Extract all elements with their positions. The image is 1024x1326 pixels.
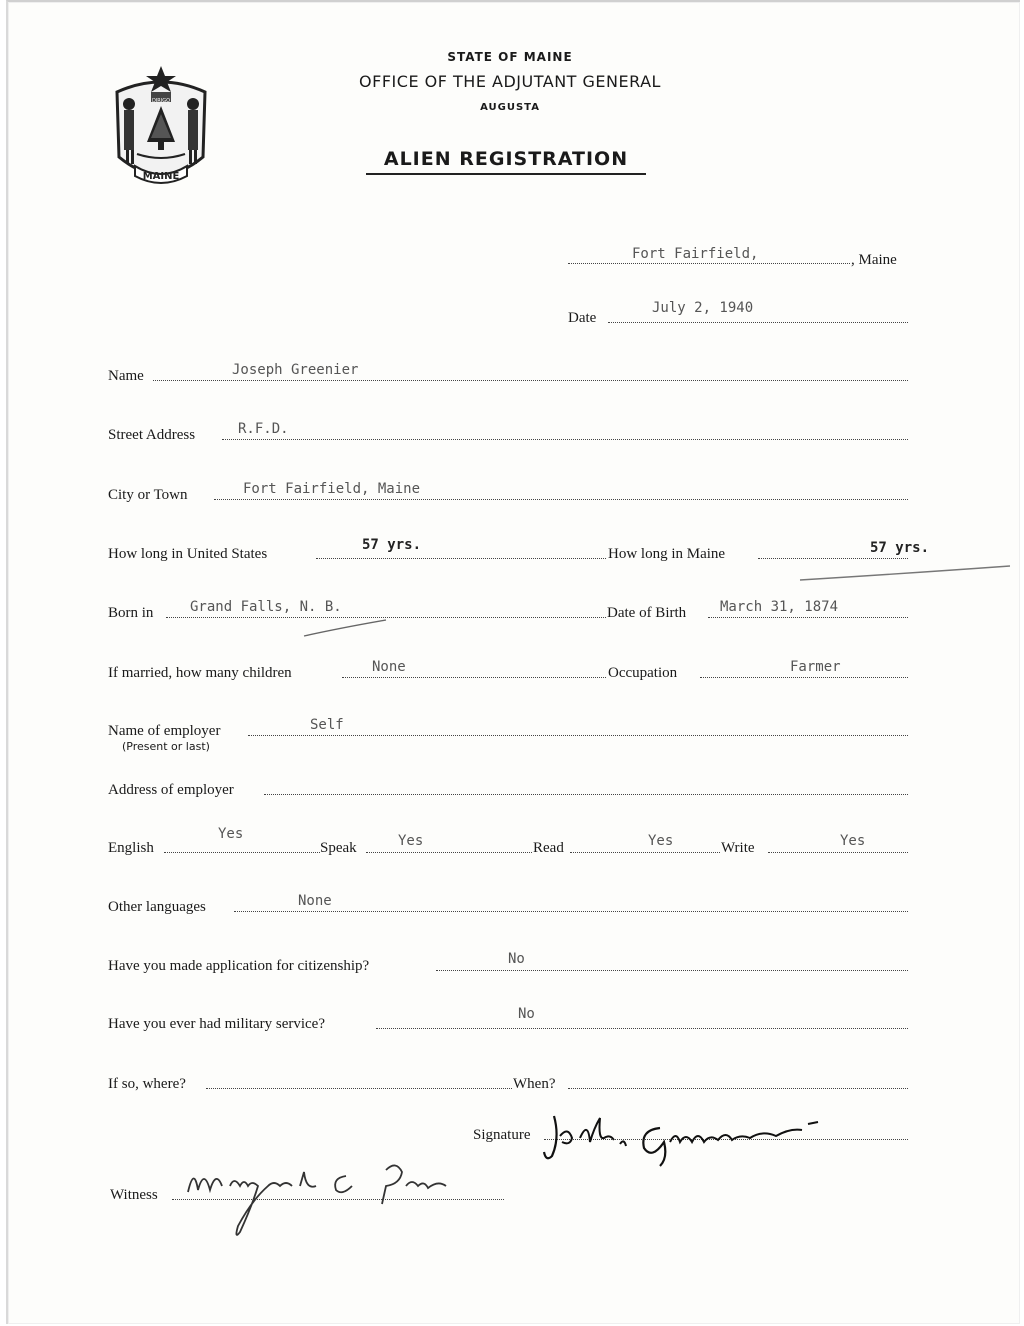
- how-long-us-line: [316, 558, 606, 559]
- occupation-line: [700, 677, 908, 678]
- city-value: Fort Fairfield, Maine: [243, 481, 421, 497]
- write-value: Yes: [840, 833, 866, 849]
- read-value: Yes: [648, 833, 674, 849]
- speak-value: Yes: [398, 833, 424, 849]
- dob-label: Date of Birth: [607, 605, 687, 621]
- citizenship-line: [436, 970, 908, 971]
- english-label: English: [108, 840, 154, 856]
- employer-sublabel: (Present or last): [122, 740, 210, 753]
- registration-form-page: [6, 0, 1020, 1324]
- name-label: Name: [108, 368, 144, 384]
- form-title: ALIEN REGISTRATION: [366, 148, 646, 175]
- other-languages-line: [234, 911, 908, 912]
- where-line: [206, 1088, 512, 1089]
- write-label: Write: [721, 840, 755, 856]
- date-line: [608, 322, 908, 323]
- city-label: City or Town: [108, 487, 188, 503]
- city-heading: AUGUSTA: [480, 102, 540, 113]
- read-label: Read: [533, 840, 564, 856]
- speak-label: Speak: [320, 840, 357, 856]
- how-long-maine-line: [758, 558, 908, 559]
- city-line: [214, 499, 908, 500]
- pencil-underline-mark: [300, 618, 390, 640]
- military-label: Have you ever had military service?: [108, 1016, 325, 1032]
- signature-label: Signature: [473, 1127, 531, 1143]
- employer-value: Self: [310, 717, 344, 733]
- write-line: [768, 852, 908, 853]
- place-value: Fort Fairfield,: [632, 246, 759, 262]
- english-value: Yes: [218, 826, 244, 842]
- when-line: [568, 1088, 908, 1089]
- occupation-value: Farmer: [790, 659, 841, 675]
- employer-address-line: [264, 794, 908, 795]
- read-line: [570, 852, 720, 853]
- how-long-maine-label: How long in Maine: [608, 546, 726, 562]
- date-value: July 2, 1940: [652, 300, 754, 316]
- place-suffix-label: , Maine: [851, 252, 897, 268]
- citizenship-label: Have you made application for citizenship?: [108, 958, 370, 974]
- other-languages-label: Other languages: [108, 899, 206, 915]
- employer-address-label: Address of employer: [108, 782, 234, 798]
- dob-line: [708, 617, 908, 618]
- children-label: If married, how many children: [108, 665, 292, 681]
- born-in-label: Born in: [108, 605, 154, 621]
- witness-label: Witness: [110, 1187, 158, 1203]
- place-line: [568, 263, 850, 264]
- children-line: [342, 677, 606, 678]
- street-label: Street Address: [108, 427, 196, 443]
- speak-line: [366, 852, 532, 853]
- how-long-us-value: 57 yrs.: [362, 537, 422, 553]
- children-value: None: [372, 659, 406, 675]
- pencil-stroke-mark: [798, 560, 1014, 586]
- employer-line: [248, 735, 908, 736]
- signature-handwriting: [540, 1108, 840, 1168]
- occupation-label: Occupation: [608, 665, 678, 681]
- how-long-maine-value: 57 yrs.: [870, 540, 930, 556]
- citizenship-value: No: [508, 951, 525, 967]
- born-in-value: Grand Falls, N. B.: [190, 599, 342, 615]
- how-long-us-label: How long in United States: [108, 546, 268, 562]
- name-line: [153, 380, 908, 381]
- employer-label: Name of employer: [108, 723, 221, 739]
- seal-name-text: MAINE: [142, 171, 180, 182]
- other-languages-value: None: [298, 893, 332, 909]
- name-value: Joseph Greenier: [232, 362, 359, 378]
- state-heading: STATE OF MAINE: [447, 50, 573, 64]
- street-line: [222, 439, 908, 440]
- where-label: If so, where?: [108, 1076, 186, 1092]
- witness-handwriting: [176, 1156, 466, 1240]
- seal-motto-text: DIRIGO: [151, 98, 171, 104]
- military-line: [376, 1028, 908, 1029]
- office-heading: OFFICE OF THE ADJUTANT GENERAL: [359, 72, 661, 91]
- military-value: No: [518, 1006, 535, 1022]
- state-of-maine-seal-icon: [107, 62, 215, 192]
- english-line: [164, 852, 320, 853]
- dob-value: March 31, 1874: [720, 599, 839, 615]
- when-label: When?: [513, 1076, 556, 1092]
- street-value: R.F.D.: [238, 421, 289, 437]
- date-label: Date: [568, 310, 597, 326]
